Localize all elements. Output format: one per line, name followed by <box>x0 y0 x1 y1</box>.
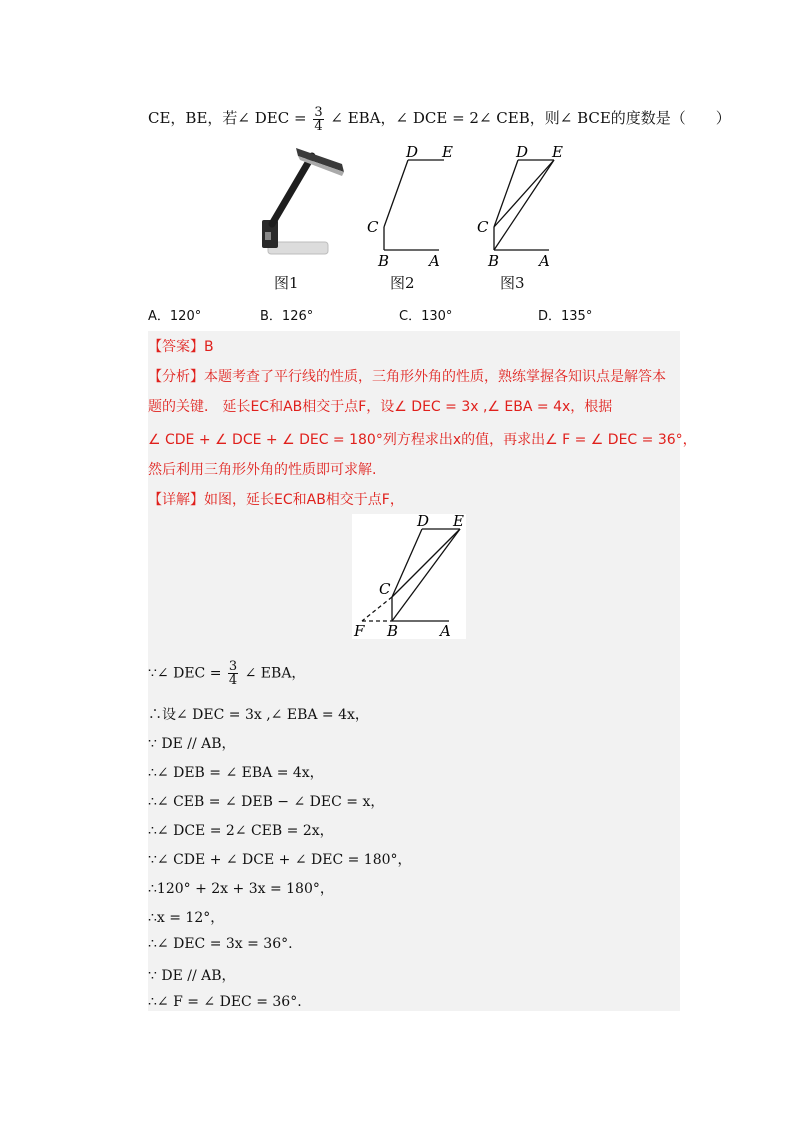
fig2-label-C: C <box>367 218 379 236</box>
figure2-caption: 图2 <box>390 274 415 292</box>
fig3-label-B: B <box>488 252 500 270</box>
fig3-label-D: D <box>516 143 529 161</box>
fig3-label-C: C <box>477 218 489 236</box>
question-stem <box>148 104 731 134</box>
analysis-line1: 【分析】本题考查了平行线的性质，三角形外角的性质，熟练掌握各知识点是解答本 <box>148 369 666 385</box>
choice-d[interactable]: D．135° <box>538 309 593 324</box>
step1-fraction: $\frac{3}{4}$ <box>228 659 238 688</box>
choice-b[interactable]: B．126° <box>260 309 314 324</box>
lamp-switch <box>265 232 271 240</box>
question-middle: ∠ EBA，∠ DCE = 2∠ CEB，则∠ BCE的度数是（ ） <box>330 109 731 127</box>
fig2-label-E: E <box>442 143 453 161</box>
step-10: ∴∠ DEC = 3x = 36°. <box>148 936 293 952</box>
analysis-line4: 然后利用三角形外角的性质即可求解. <box>148 462 377 478</box>
fraction-three-quarters <box>313 106 323 133</box>
fig2-label-B: B <box>378 252 390 270</box>
figure3-caption: 图3 <box>500 274 525 292</box>
lamp-arm <box>272 156 312 224</box>
answer-line <box>148 336 214 356</box>
step-4: ∴∠ DEB = ∠ EBA = 4x， <box>148 765 324 781</box>
sol-label-D: D <box>417 514 430 530</box>
sol-label-E: E <box>453 514 464 530</box>
answer-choices <box>148 305 688 325</box>
analysis-label: 【分析】 <box>148 369 204 385</box>
choice-c[interactable]: C．130° <box>399 309 453 324</box>
analysis-line2: 题的关键． 延长EC和AB相交于点F，设∠ DEC = 3x ,∠ EBA = 4x，根据 <box>148 399 613 415</box>
answer-label: 【答案】 <box>148 339 204 355</box>
step-12: ∴∠ F = ∠ DEC = 36°. <box>148 994 302 1010</box>
fraction-denominator: 4 <box>314 118 323 134</box>
solution-diagram <box>352 514 466 639</box>
step-11: ∵ DE // AB， <box>148 968 236 984</box>
analysis-line3: ∠ CDE + ∠ DCE + ∠ DEC = 180°列方程求出x的值，再求出∠ F = ∠ DEC = 36°， <box>148 432 697 448</box>
step-8: ∴120° + 2x + 3x = 180°， <box>148 881 334 897</box>
fig2-label-D: D <box>406 143 419 161</box>
step-5: ∴∠ CEB = ∠ DEB − ∠ DEC = x， <box>148 794 385 810</box>
step-2: ∴设∠ DEC = 3x ,∠ EBA = 4x， <box>148 707 369 723</box>
fig3-label-E: E <box>552 143 563 161</box>
choice-a[interactable]: A．120° <box>148 309 202 324</box>
sol-label-C: C <box>379 580 391 598</box>
sol-label-B: B <box>387 622 399 639</box>
fraction-numerator: 3 <box>314 104 323 120</box>
detail-line: 【详解】如图，延长EC和AB相交于点F， <box>148 492 404 508</box>
answer-value: B <box>204 339 214 355</box>
fig2-label-A: A <box>429 252 440 270</box>
figure3-diagram <box>472 142 572 272</box>
step-9: ∴x = 12°， <box>148 910 225 926</box>
fig3-label-A: A <box>539 252 550 270</box>
question-prefix: CE，BE，若∠ DEC = <box>148 109 307 127</box>
step-6: ∴∠ DCE = 2∠ CEB = 2x， <box>148 823 334 839</box>
sol-label-A: A <box>440 622 451 639</box>
detail-label: 【详解】 <box>148 492 204 508</box>
step-3: ∵ DE // AB， <box>148 736 236 752</box>
sol-label-F: F <box>354 622 365 639</box>
step-1: ∵∠ DEC = $\frac{3}{4}$ ∠ EBA， <box>148 659 306 688</box>
desk-lamp-photo <box>250 142 350 260</box>
figure1-caption: 图1 <box>274 274 299 292</box>
step-7: ∵∠ CDE + ∠ DCE + ∠ DEC = 180°， <box>148 852 412 868</box>
figure2-diagram <box>362 142 462 272</box>
